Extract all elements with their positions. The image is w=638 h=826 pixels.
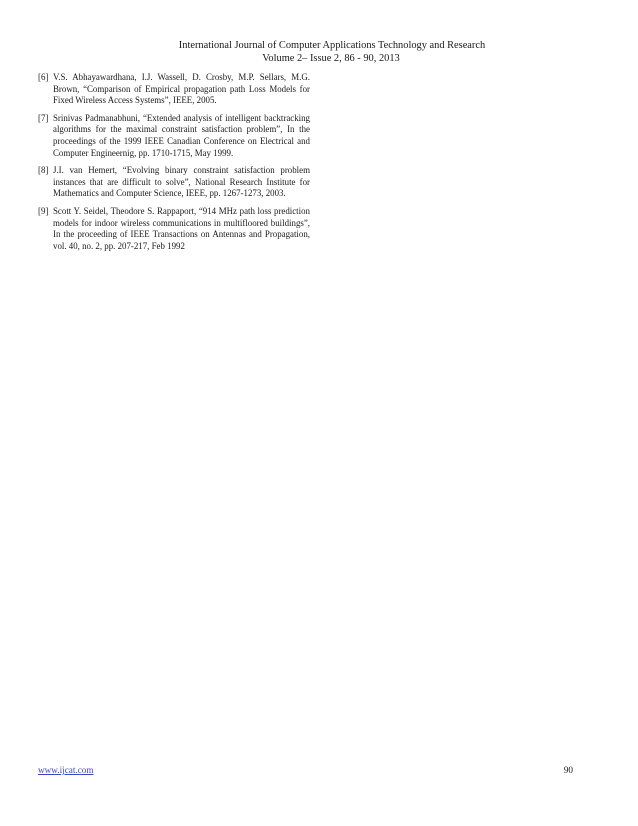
page-number: 90 xyxy=(563,765,573,775)
reference-number: [7] xyxy=(38,112,49,123)
website-link[interactable]: www.ijcat.com xyxy=(38,765,94,775)
reference-number: [9] xyxy=(38,205,49,216)
running-header xyxy=(0,40,638,65)
reference-item xyxy=(38,113,310,159)
reference-item xyxy=(38,206,310,252)
reference-text: V.S. Abhayawardhana, I.J. Wassell, D. Crosby, M.P. Sellars, M.G. Brown, “Comparison of Empirical propagation path Loss Models for Fixed Wireless Access Systems”, IEEE, 2005. xyxy=(53,72,310,106)
reference-text: Scott Y. Seidel, Theodore S. Rappaport, “914 MHz path loss prediction models for indoor wireless communications in multifloored buildings”, In the proceeding of IEEE Transactions on Antennas and Propagation, vol. 40, no. 2, pp. 207-217, Feb 1992 xyxy=(53,205,310,251)
volume-issue: Volume 2– Issue 2, 86 - 90, 2013 xyxy=(262,52,400,64)
reference-list xyxy=(38,72,310,258)
reference-text: J.I. van Hemert, “Evolving binary constraint satisfaction problem instances that are difficult to solve”, National Research Institute for Mathematics and Computer Science, IEEE, pp. 1267-1273, 2003. xyxy=(53,165,310,199)
reference-number: [8] xyxy=(38,165,49,176)
reference-item xyxy=(38,165,310,200)
reference-text: Srinivas Padmanabhuni, “Extended analysis of intelligent backtracking algorithms for the maximal constraint satisfaction problem”, In the proceedings of the 1999 IEEE Canadian Conference on Electrical and Computer Engineernig, pp. 1710-1715, May 1999. xyxy=(53,112,310,158)
reference-item xyxy=(38,72,310,107)
journal-title: International Journal of Computer Applications Technology and Research xyxy=(178,40,486,51)
reference-number: [6] xyxy=(38,72,49,82)
